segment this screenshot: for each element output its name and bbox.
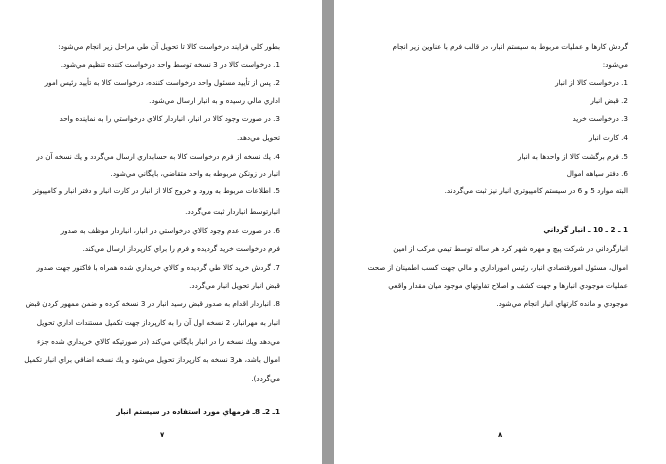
page-text-line: قبض انبار تحويل انبار مي‌گردد. [189,281,280,290]
list-item: 4. كارت انبار [588,133,628,142]
list-item: 6. دفتر سياهه اموال [566,169,628,178]
page-number: ۸ [498,431,503,439]
section-heading: 1 ـ 2 ـ 10 ـ انبار گرداني [543,225,628,234]
left-page [0,0,322,464]
page-text-line: انبارگرداني در شركت پيچ و مهره شهر كرد هر ساله توسط تيمي مركب از امين [393,244,628,253]
page-text-line: عمليات موجودي انبارها و جهت كشف و اصلاح تفاوتهاي موجود ميان مقدار واقعي [388,281,628,290]
page-text-line: تحويل مي‌دهد. [237,133,280,142]
page-text-line: انبار در زونكن مربوطه به واحد متقاضي، بايگاني مي‌شود. [110,169,280,178]
page-gutter [322,0,334,464]
page-text-line: 2. پس از تأييد مسئول واحد درخواست كننده، درخواست كالا به تأييد رئيس امور [44,78,280,87]
page-text-line: 8. انباردار اقدام به صدور قبض رسيد انبار در 3 نسخه كرده و ضمن ممهور كردن قبض [25,299,280,308]
page-text-line: فرم درخواست خريد گرديده و فرم را براي كارپرداز ارسال مي‌كند. [82,244,280,253]
page-text-line: انبار به مهرانبار، 2 نسخه اول آن را به كارپرداز جهت تكميل مستندات اداري تحويل [36,318,280,327]
page-text-line: 7. گردش خريد كالا طي گرديده و كالاي خريداري شده همراه با فاكتور جهت صدور [36,263,280,272]
page-text-line: 1. درخواست كالا در 3 نسخه توسط واحد درخواست كننده تنظيم مي‌شود. [60,60,280,69]
page-text-line: 5. اطلاعات مربوط به ورود و خروج كالا از انبار در كارت انبار و دفتر انبار و كامپيوتر [33,186,280,195]
list-item: 1. درخواست كالا از انبار [555,78,628,87]
page-text-line: اموال باشد، هر3 نسخه به كارپرداز تحويل مي‌شود و يك نسخه اضافي براي انبار تكميل [24,355,280,364]
page-text-line: موجودي و مانده كارتهاي انبار انجام مي‌شود. [496,299,628,308]
page-text-line: مي‌گردد). [251,374,280,383]
page-text-line: البته موارد 5 و 6 در سيستم كامپيوتري انبار نيز ثبت مي‌گردند. [444,186,628,195]
list-item: 3. درخواست خريد [572,114,628,123]
page-text-line: اداري مالي رسيده و به انبار ارسال مي‌شود. [149,96,280,105]
page-text-line: مي‌شود: [602,60,628,69]
page-text-line: بطور كلي فرايند درخواست كالا تا تحويل آن طي مراحل زير انجام مي‌شود: [58,42,280,51]
page-text-line: گردش كارها و عمليات مربوط به سيستم انبار، در قالب فرم با عناوين زير انجام [392,42,628,51]
page-number: ۷ [160,431,165,439]
page-text-line: 4. يك نسخه از فرم درخواست كالا به حسابداري ارسال مي‌گردد و يك نسخه آن در [36,152,280,161]
section-heading: 1ـ 2ـ 8ـ فرمهاي مورد استفاده در سيستم انبار [116,407,280,416]
list-item: 2. قبض انبار [590,96,628,105]
page-text-line: اموال، مسئول امورقتصادي انبار، رئيس اموراداري و مالي جهت كسب اطمينان از صحت [367,263,628,272]
right-page [334,0,666,464]
page-text-line: 6. در صورت عدم وجود كالاي درخواستي در انبار، انباردار موظف به صدور [60,226,280,235]
page-text-line: مي‌دهد ويك نسخه را در انبار بايگاني مي‌كند (در صورتيكه كالاي خريداري شده جزء [37,337,280,346]
list-item: 5. فرم برگشت كالا از واحدها به انبار [517,152,628,161]
page-text-line: 3. در صورت وجود كالا در انبار، انباردار كالاي درخواستي را به نماينده واحد [59,114,280,123]
page-text-line: انبارتوسط انباردار ثبت مي‌گردد. [185,207,280,216]
